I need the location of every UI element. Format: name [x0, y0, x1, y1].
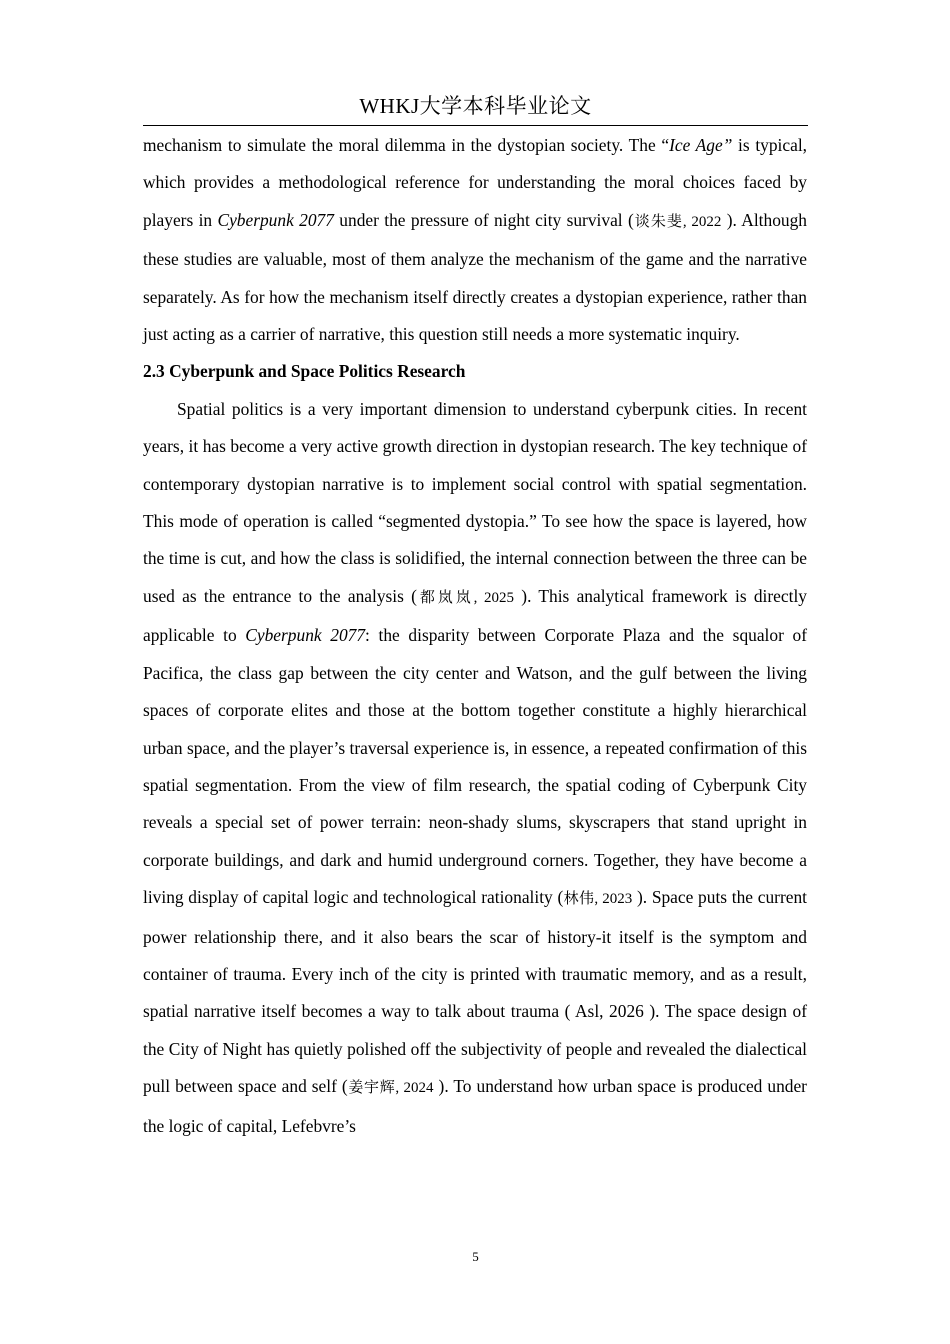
citation: 谈朱斐, 2022	[633, 213, 722, 230]
section-heading: 2.3 Cyberpunk and Space Politics Research	[143, 361, 466, 382]
citation: 都岚岚, 2025	[416, 589, 515, 606]
italic-text: Cyberpunk 2077	[217, 209, 334, 230]
paragraph-2	[143, 391, 807, 1145]
text-run: ). Space puts the current power relationship there, and it also bears the scar of history-it itself is the symptom and container of trauma. Every inch of the city is printed with traumatic memory, and as a result, spatial narrative itself becomes a way to talk about trauma ( Asl, 2026 ). The space design of the City of Night has quietly polished off the subjectivity of people and revealed the dialectical pull between space and self (	[143, 887, 807, 1097]
page-number: 5	[472, 1249, 479, 1264]
paragraph-1	[143, 127, 807, 353]
text-run: ). This analytical framework is directly applicable to	[143, 585, 807, 646]
text-run: : the disparity between Corporate Plaza and the squalor of Pacifica, the class gap between the city center and Watson, and the gulf between the living spaces of corporate elites and those at the bottom together constitute a highly hierarchical urban space, and the player’s traversal experience is, in essence, a repeated confirmation of this spatial segmentation. From the view of film research, the spatial coding of Cyberpunk City reveals a special set of power terrain: neon-shady slums, skyscrapers that stand upright in corporate buildings, and dark and humid underground corners. Together, they have become a living display of capital logic and technological rationality (	[143, 625, 808, 908]
text-run: is typical, which provides a methodological reference for understanding the moral choices faced by players in	[143, 135, 807, 230]
text-run: Spatial politics is a very important dimension to understand cyberpunk cities. In recent years, it has become a very active growth direction in dystopian research. The key technique of contemporary dystopian narrative is to implement social control with spatial segmentation. This mode of operation is called “segmented dystopia.” To see how the space is layered, how the time is cut, and how the class is solidified, the internal connection between the three can be used as the entrance to the analysis (	[143, 398, 807, 606]
italic-text: Cyberpunk 2077	[245, 625, 366, 646]
text-run: mechanism to simulate the moral dilemma in the dystopian society. The “	[143, 135, 670, 155]
body-text	[143, 127, 807, 1145]
citation: 林伟, 2023	[563, 891, 633, 908]
page-header: WHKJ大学本科毕业论文	[359, 94, 592, 118]
citation: 姜宇辉, 2024	[347, 1080, 434, 1097]
text-run: ). Although these studies are valuable, most of them analyze the mechanism of the game and the narrative separately. As for how the mechanism itself directly creates a dystopian experience, rather than just acting as a carrier of narrative, this question still needs a more systematic inquiry.	[143, 209, 807, 345]
italic-text: Ice Age”	[669, 135, 733, 155]
text-run: under the pressure of night city survival (	[333, 209, 634, 230]
header-rule	[143, 125, 808, 126]
text-run: ). To understand how urban space is produced under the logic of capital, Lefebvre’s	[143, 1076, 807, 1136]
